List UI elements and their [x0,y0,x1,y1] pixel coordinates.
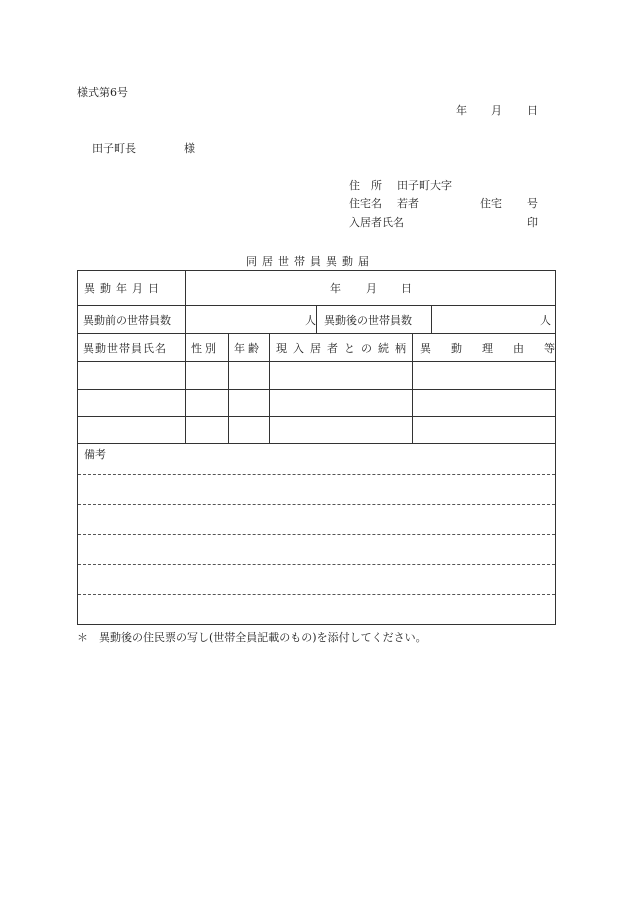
date-year: 年 [456,104,467,117]
col-divider [412,333,413,443]
header-gender: 性別 [191,342,219,355]
addressee-name: 田子町長 [92,142,136,155]
col-divider [431,305,432,333]
notification-table [77,270,575,625]
col-divider [228,333,229,443]
housing-value: 若者 [397,197,419,210]
header-reason: 異動理由等 [420,342,575,355]
remarks-ruled-line [78,564,555,565]
remarks-ruled-line [78,594,555,595]
remarks-ruled-line [78,474,555,475]
address-label: 住 所 [349,179,382,192]
form-title: 同居世帯員異動届 [246,255,374,268]
col-divider [185,271,186,443]
change-date-label: 異動年月日 [84,282,164,295]
col-divider [269,333,270,443]
row-divider [78,361,555,362]
remarks-label: 備考 [84,448,106,461]
row-divider [78,443,555,444]
before-count-label: 異動前の世帯員数 [83,314,171,327]
date-month: 月 [491,104,502,117]
header-member-name: 異動世帯員氏名 [83,342,167,355]
row-divider [78,333,555,334]
col-divider [316,305,317,333]
before-count-unit: 人 [305,314,316,327]
number-suffix: 号 [527,197,538,210]
header-age: 年齢 [234,342,262,355]
change-date-year: 年 [330,282,341,295]
row-divider [78,389,555,390]
remarks-ruled-line [78,534,555,535]
after-count-label: 異動後の世帯員数 [324,314,412,327]
row-divider [78,416,555,417]
date-day: 日 [527,104,538,117]
change-date-month: 月 [366,282,377,295]
header-relationship: 現入居者との続柄 [276,342,412,355]
form-number: 様式第6号 [77,86,128,99]
footnote: ＊ 異動後の住民票の写し(世帯全員記載のもの)を添付してください。 [77,631,427,644]
housing-label: 住宅名 [349,197,382,210]
name-label: 入居者氏名 [349,216,404,229]
housing-suffix: 住宅 [480,197,502,210]
change-date-day: 日 [401,282,412,295]
remarks-ruled-line [78,504,555,505]
addressee-honorific: 様 [184,142,195,155]
seal-mark: 印 [527,216,538,229]
after-count-unit: 人 [540,314,551,327]
address-value: 田子町大字 [397,179,452,192]
